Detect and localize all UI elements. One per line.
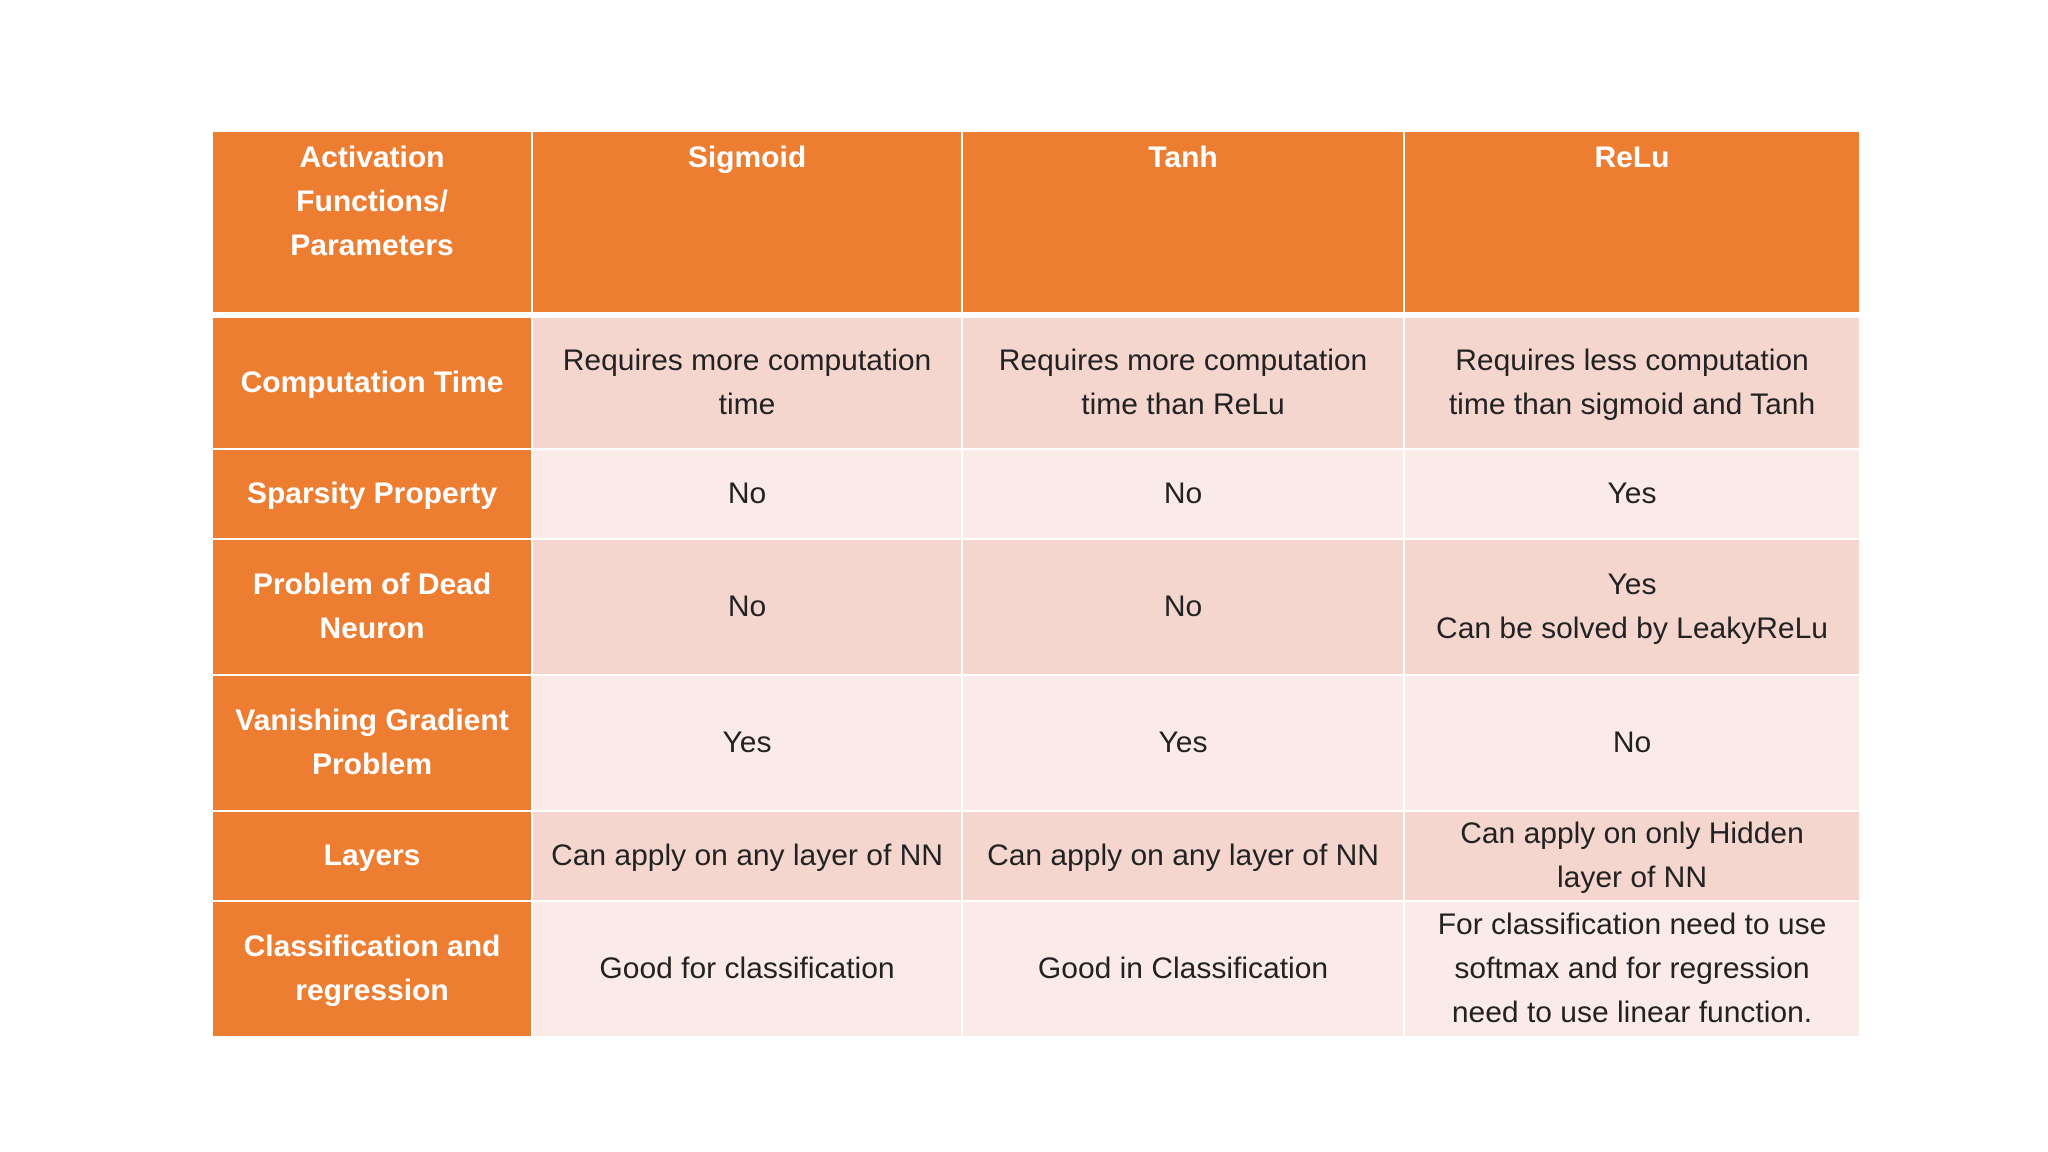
table-row [212,539,1860,675]
comparison-table [211,130,1861,1038]
row-label-computation-time: Computation Time [212,315,532,449]
header-sigmoid: Sigmoid [532,131,962,315]
cell-relu: Yes Can be solved by LeakyReLu [1404,539,1860,675]
table-row [212,811,1860,901]
cell-relu: No [1404,675,1860,811]
cell-tanh: Yes [962,675,1404,811]
table-row [212,901,1860,1037]
table-row [212,449,1860,539]
cell-tanh: Requires more computation time than ReLu [962,315,1404,449]
cell-relu: For classification need to use softmax and for regression need to use linear function. [1404,901,1860,1037]
cell-sigmoid: Can apply on any layer of NN [532,811,962,901]
header-corner: Activation Functions/ Parameters [212,131,532,315]
cell-sigmoid: No [532,449,962,539]
row-label-layers: Layers [212,811,532,901]
cell-relu: Can apply on only Hidden layer of NN [1404,811,1860,901]
row-label-vanishing-gradient: Vanishing Gradient Problem [212,675,532,811]
table-row [212,675,1860,811]
row-label-sparsity: Sparsity Property [212,449,532,539]
row-label-dead-neuron: Problem of Dead Neuron [212,539,532,675]
cell-tanh: Can apply on any layer of NN [962,811,1404,901]
cell-tanh: No [962,539,1404,675]
row-label-classification-regression: Classification and regression [212,901,532,1037]
cell-tanh: Good in Classification [962,901,1404,1037]
cell-sigmoid: Yes [532,675,962,811]
cell-sigmoid: No [532,539,962,675]
table-row [212,315,1860,449]
cell-sigmoid: Good for classification [532,901,962,1037]
header-relu: ReLu [1404,131,1860,315]
cell-relu: Yes [1404,449,1860,539]
cell-tanh: No [962,449,1404,539]
cell-sigmoid: Requires more computation time [532,315,962,449]
header-row [212,131,1860,315]
cell-relu: Requires less computation time than sigmoid and Tanh [1404,315,1860,449]
header-tanh: Tanh [962,131,1404,315]
